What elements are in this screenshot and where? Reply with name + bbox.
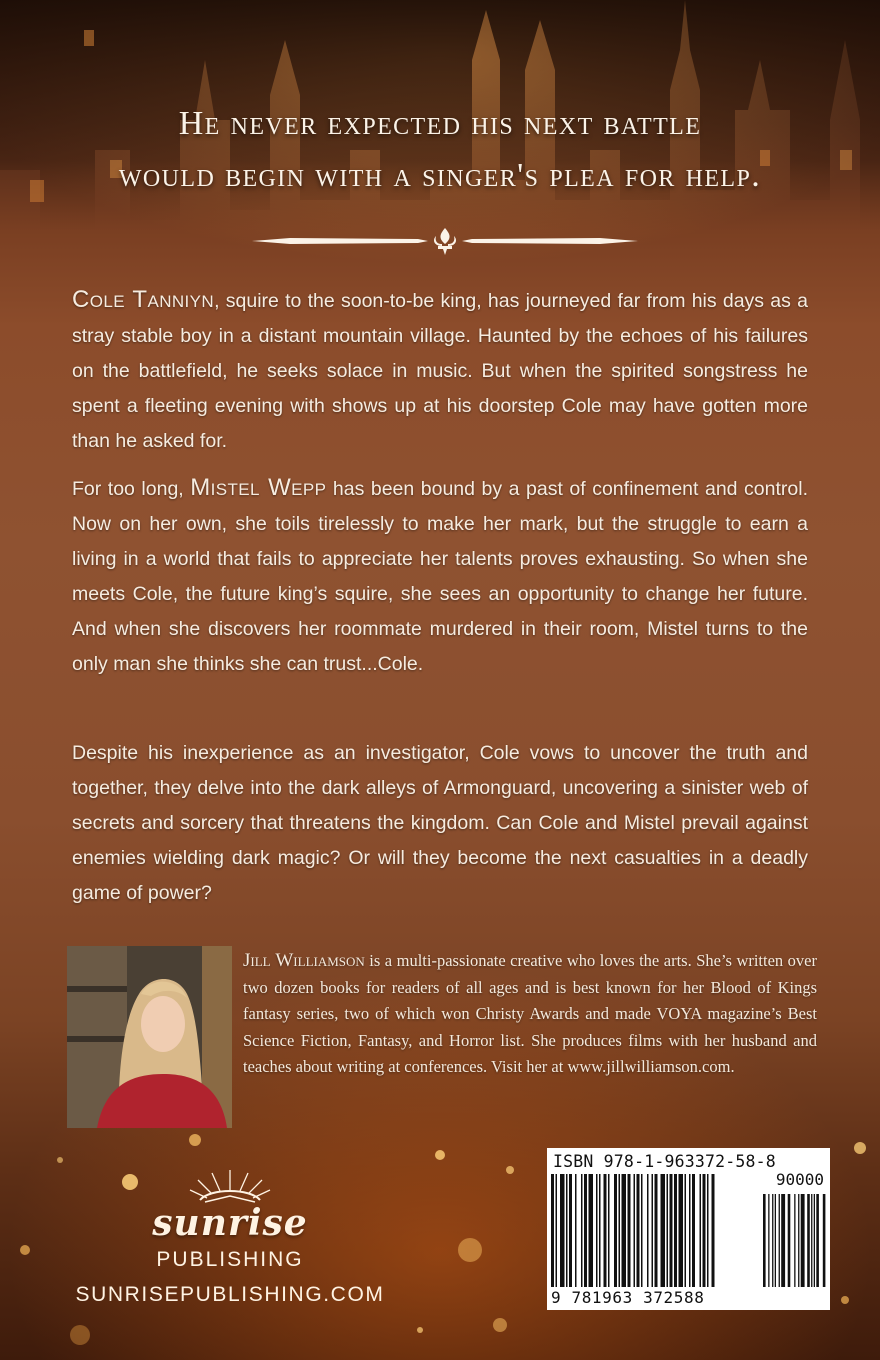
barcode-bar: [689, 1174, 691, 1287]
barcode-bar: [692, 1174, 695, 1287]
barcode-bar: [652, 1174, 654, 1287]
barcode-bar: [619, 1174, 621, 1287]
addon-bar: [816, 1194, 819, 1287]
blurb-p2-text: has been bound by a past of confinement and control. Now on her own, she toils tirelessly to make her mark, but the struggle to earn a living in a world that fails to appreciate her talents proves exhausting. So when she meets Cole, the future king’s squire, she sees an opportunity to change her future. And when she discovers her roommate murdered in their room, Mistel turns to the only man she thinks she can trust...Cole.: [72, 478, 808, 675]
barcode-bars: [551, 1174, 826, 1287]
barcode-bar: [596, 1174, 598, 1287]
blurb-p1-text: , squire to the soon-to-be king, has journeyed far from his days as a stray stable boy in a distant mountain village. Haunted by the echoes of his failures on the battlefield, he seeks solace in music. But when the spirited songstress he spent a fleeting evening with shows up at his doorstep Cole may have gotten more than he asked for.: [72, 290, 808, 452]
barcode-bar: [703, 1174, 706, 1287]
addon-bar: [823, 1194, 826, 1287]
barcode-bar: [622, 1174, 627, 1287]
addon-bar: [768, 1194, 769, 1287]
barcode-bar: [599, 1174, 601, 1287]
addon-bar: [775, 1194, 776, 1287]
barcode-bar: [641, 1174, 643, 1287]
barcode-bar: [685, 1174, 687, 1287]
addon-bar: [811, 1194, 812, 1287]
addon-bar: [763, 1194, 766, 1287]
barcode-number: 9 781963 372588: [551, 1288, 705, 1307]
barcode-bar: [608, 1174, 610, 1287]
barcode-bar: [589, 1174, 594, 1287]
blurb-p2-pre: For too long,: [72, 478, 191, 500]
barcode-bar: [674, 1174, 677, 1287]
barcode-bar: [566, 1174, 568, 1287]
barcode-bar: [661, 1174, 666, 1287]
tagline-line-2: would begin with a singer's plea for help.: [118, 157, 762, 194]
barcode-bar: [581, 1174, 583, 1287]
addon-bar: [794, 1194, 795, 1287]
publisher-brand-name: sunrise: [152, 1202, 308, 1244]
tagline-line-1: He never expected his next battle: [178, 105, 702, 142]
author-bio: [243, 948, 817, 1081]
barcode-bar: [604, 1174, 607, 1287]
character-name-cole: Cole Tanniyn: [72, 286, 215, 313]
barcode-bar: [679, 1174, 684, 1287]
barcode-bar: [700, 1174, 702, 1287]
barcode-bar: [556, 1174, 558, 1287]
barcode-bar: [712, 1174, 715, 1287]
barcode-bar: [575, 1174, 577, 1287]
addon-bar: [779, 1194, 780, 1287]
addon-bar: [772, 1194, 773, 1287]
barcode-bar: [634, 1174, 636, 1287]
addon-bar: [801, 1194, 805, 1287]
character-name-mistel: Mistel Wepp: [190, 474, 327, 501]
isbn-label: ISBN 978-1-963372-58-8: [553, 1152, 776, 1171]
barcode-bar: [614, 1174, 617, 1287]
addon-bar: [814, 1194, 815, 1287]
barcode-bar: [670, 1174, 673, 1287]
price-code: 90000: [775, 1170, 824, 1189]
author-name: Jill Williamson: [243, 950, 365, 971]
barcode-bar: [560, 1174, 565, 1287]
blurb-paragraph-3: Despite his inexperience as an investigator, Cole vows to uncover the truth and together, they delve into the dark alleys of Armonguard, uncovering a sinister web of secrets and sorcery that threatens the kingdom. Can Cole and Mistel prevail against enemies wielding dark magic? Or will they become the next casualties in a deadly game of power?: [72, 742, 808, 904]
barcode-bar: [647, 1174, 649, 1287]
isbn-barcode: [547, 1148, 830, 1310]
barcode-bar: [551, 1174, 554, 1287]
addon-bar: [807, 1194, 810, 1287]
fleur-de-lis-divider-icon: [250, 226, 640, 256]
author-portrait-illustration: [67, 946, 232, 1128]
blurb-paragraph-2: [72, 470, 808, 682]
publisher-website: SUNRISEPUBLISHING.COM: [75, 1283, 385, 1306]
barcode-bar: [637, 1174, 640, 1287]
addon-bar: [781, 1194, 785, 1287]
addon-bar: [788, 1194, 791, 1287]
barcode-bar: [667, 1174, 669, 1287]
barcode-bar: [655, 1174, 658, 1287]
author-photo: [67, 946, 232, 1128]
author-bio-text: is a multi-passionate creative who loves the arts. She’s written over two dozen books for readers of all ages and is best known for her Blood of Kings fantasy series, two of which won Christy Awards and made VOYA magazine’s Best Science Fiction, Fantasy, and Horror list. She produces films with her husband and teaches about writing at conferences. Visit her at www.jillwilliamson.com.: [243, 951, 817, 1076]
barcode-bar: [628, 1174, 631, 1287]
barcode-bar: [569, 1174, 572, 1287]
addon-bar: [798, 1194, 799, 1287]
barcode-bar: [707, 1174, 709, 1287]
publisher-subtitle: PUBLISHING: [156, 1248, 304, 1271]
blurb-paragraph-1: [72, 282, 808, 459]
barcode-bar: [584, 1174, 587, 1287]
